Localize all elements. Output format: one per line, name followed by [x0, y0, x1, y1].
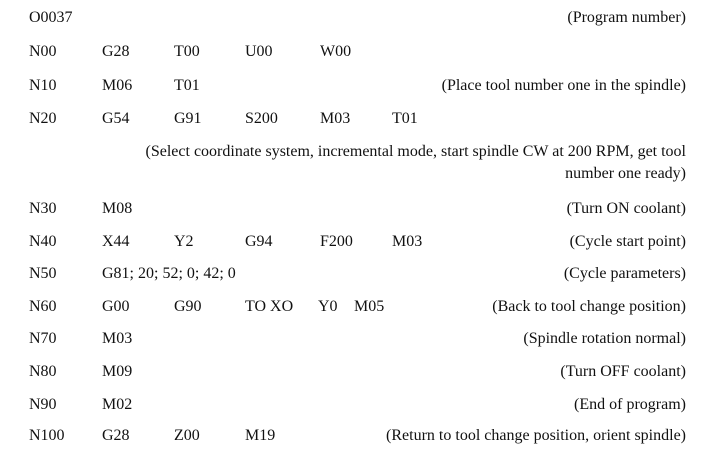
line-number: N100: [29, 427, 65, 444]
code-word: Y2: [174, 233, 194, 250]
line-number: N70: [29, 330, 57, 347]
program-line-n20: [0, 108, 705, 130]
code-word: T00: [174, 43, 200, 60]
code-word: Y0: [318, 298, 338, 315]
code-word: M19: [245, 427, 276, 444]
program-header: [0, 7, 705, 29]
program-line-n50: [0, 263, 705, 285]
line-number: N80: [29, 363, 57, 380]
code-word: G28: [102, 43, 130, 60]
code-word: G54: [102, 110, 130, 127]
program-number: O0037: [29, 9, 73, 26]
line-comment: (Spindle rotation normal): [523, 330, 686, 347]
code-word: Z00: [174, 427, 200, 444]
program-line-n20-comment-1: [0, 141, 705, 163]
code-word: W00: [320, 43, 352, 60]
code-word: G81; 20; 52; 0; 42; 0: [102, 265, 236, 282]
line-number: N10: [29, 77, 57, 94]
program-line-n40: [0, 231, 705, 253]
line-number: N40: [29, 233, 57, 250]
program-number-comment: (Program number): [567, 9, 686, 26]
line-comment: (Cycle parameters): [563, 265, 686, 282]
code-word: G91: [174, 110, 202, 127]
line-comment: (Place tool number one in the spindle): [441, 77, 686, 94]
code-word: M02: [102, 396, 133, 413]
code-word: U00: [245, 43, 273, 60]
line-number: N60: [29, 298, 57, 315]
code-word: M08: [102, 200, 133, 217]
line-number: N90: [29, 396, 57, 413]
line-number: N50: [29, 265, 57, 282]
code-word: G00: [102, 298, 130, 315]
line-comment: (Select coordinate system, incremental mode, start spindle CW at 200 RPM, get tool: [145, 143, 686, 160]
line-comment: (End of program): [574, 396, 686, 413]
program-line-n00: [0, 41, 705, 63]
program-line-n30: [0, 198, 705, 220]
program-line-n90: [0, 394, 705, 416]
code-word: T01: [174, 77, 200, 94]
code-word: G94: [245, 233, 273, 250]
code-word: M05: [354, 298, 385, 315]
program-line-n70: [0, 328, 705, 350]
program-line-n80: [0, 361, 705, 383]
line-comment: (Cycle start point): [569, 233, 686, 250]
code-word: G28: [102, 427, 130, 444]
code-word: G90: [174, 298, 202, 315]
line-comment: (Turn OFF coolant): [560, 363, 686, 380]
code-word: M03: [102, 330, 133, 347]
program-line-n100: [0, 425, 705, 447]
code-word: M03: [392, 233, 423, 250]
line-comment: (Turn ON coolant): [566, 200, 686, 217]
line-comment: (Return to tool change position, orient spindle): [386, 427, 686, 444]
code-word: X44: [102, 233, 130, 250]
program-line-n20-comment-2: [0, 163, 705, 185]
line-comment: number one ready): [565, 165, 686, 182]
line-number: N30: [29, 200, 57, 217]
code-word: M03: [320, 110, 351, 127]
line-number: N00: [29, 43, 57, 60]
code-word: F200: [320, 233, 353, 250]
line-number: N20: [29, 110, 57, 127]
program-line-n60: [0, 296, 705, 318]
code-word: S200: [245, 110, 278, 127]
line-comment: (Back to tool change position): [492, 298, 686, 315]
code-word: TO XO: [245, 298, 294, 315]
code-word: T01: [392, 110, 418, 127]
code-word: M09: [102, 363, 133, 380]
code-word: M06: [102, 77, 133, 94]
program-line-n10: [0, 75, 705, 97]
